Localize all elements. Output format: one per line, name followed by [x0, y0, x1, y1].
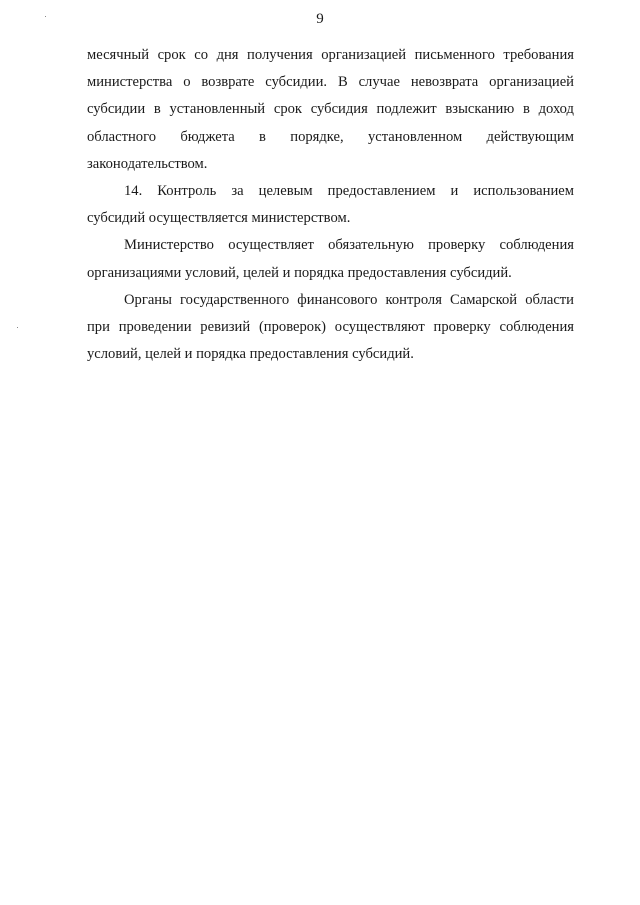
paragraph-control-clause-14	[87, 178, 574, 232]
text-line: субсидии в установленный срок субсидия подлежит взысканию в доход	[87, 101, 574, 118]
text-line: 14. Контроль за целевым предоставлением и использованием	[124, 183, 574, 200]
document-body	[87, 42, 574, 368]
text-line: областного бюджета в порядке, установленном действующим	[87, 128, 574, 145]
text-line: законодательством.	[87, 155, 208, 172]
text-line: условий, целей и порядка предоставления субсидий.	[87, 346, 414, 363]
text-line: министерства о возврате субсидии. В случае невозврата организацией	[87, 74, 574, 91]
paragraph-subsidy-return	[87, 42, 574, 178]
scan-artifact	[17, 327, 18, 328]
text-line: субсидий осуществляется министерством.	[87, 210, 351, 227]
paragraph-ministry-check	[87, 232, 574, 286]
page-number: 9	[316, 11, 324, 27]
text-line: Органы государственного финансового контроля Самарской области	[124, 291, 574, 308]
text-line: Министерство осуществляет обязательную проверку соблюдения	[124, 237, 574, 254]
text-line: организациями условий, целей и порядка предоставления субсидий.	[87, 264, 512, 281]
text-line: при проведении ревизий (проверок) осуществляют проверку соблюдения	[87, 319, 574, 336]
paragraph-financial-control	[87, 287, 574, 369]
text-line: месячный срок со дня получения организацией письменного требования	[87, 47, 574, 63]
